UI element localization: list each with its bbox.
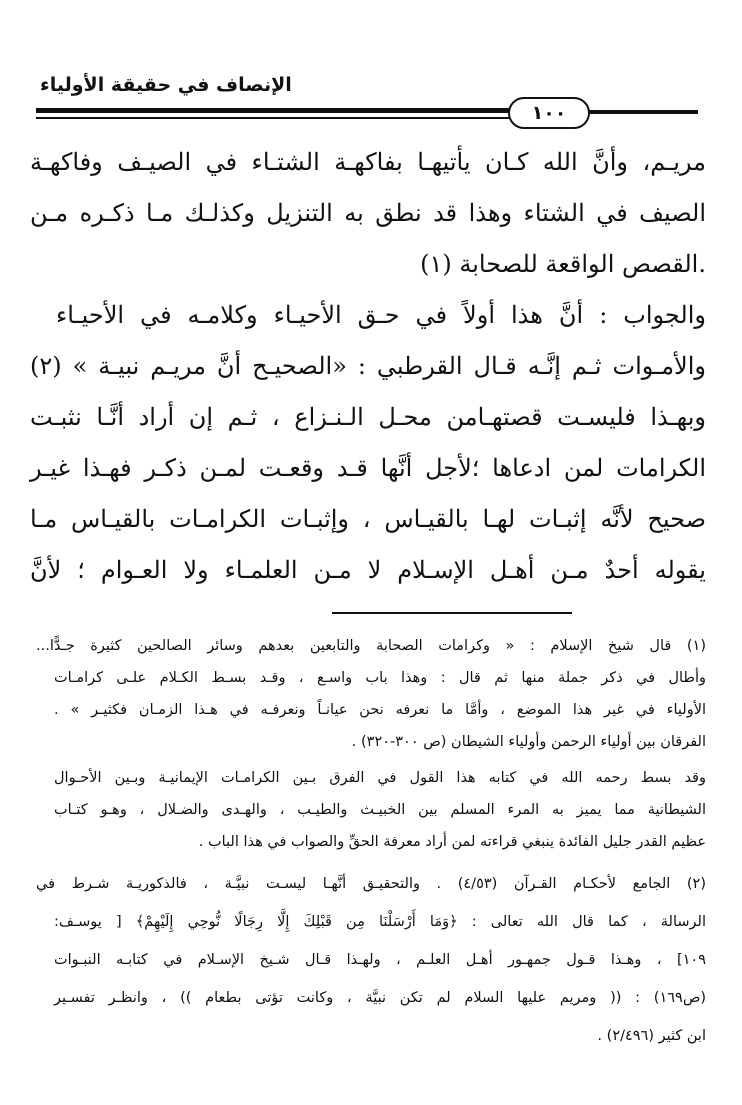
footnote-separator	[332, 612, 572, 614]
footnote-line: وقد بسط رحمه الله في كتابه هذا القول في الفرق بـين الكرامـات الإيمانيـة وبـين الأحـوال	[54, 770, 706, 786]
body-line: القصص الواقعة للصحابة (١).	[420, 250, 706, 278]
footnote-line: (٢) الجامع لأحكـام القـرآن (٤/٥٣) . والتحقيـق أنَّهـا ليسـت نبيَّـة ، فالذكوريـة شـرط في	[36, 876, 706, 892]
footnote-line: ١٠٩] ، وهـذا قـول جمهـور أهـل العلـم ، ولهـذا قـال شـيخ الإسـلام في كتابـه النبـوات	[54, 952, 706, 968]
header-rule-right	[588, 110, 698, 114]
footnote-line: الأولياء في غير هذا الموضع ، وأمَّا ما نعرفه نحن عيانـاً ونعرفـه في هـذا الزمـان فكثيـر » .	[54, 702, 706, 718]
body-line: وبهـذا فليسـت قصتهـامن محـل الـنـزاع ، ثـم إن أراد أنَّـا نثبـت	[30, 403, 706, 431]
footnote-line: وأطال في ذكر جملة منها ثم قال : وهذا باب واسـع ، وقـد بسـط الكـلام علـى كرامـات	[54, 670, 706, 686]
footnote-line: الفرقان بين أولياء الرحمن وأولياء الشيطان (ص ٣٠٠-٣٢٠) .	[351, 734, 706, 750]
header-rule-thick	[36, 108, 538, 113]
footnote-line: الرسالة ، كما قال الله تعالى : ﴿وَمَا أَرْسَلْنَا مِن قَبْلِكَ إِلَّا رِجَالًا نُّوحِي إِلَيْهِمْ﴾ [ يوسـف:	[54, 914, 706, 930]
page-number-badge	[508, 97, 590, 129]
footnote-line: ابن كثير (٢/٤٩٦) .	[597, 1028, 706, 1044]
header-rule-thin	[36, 117, 538, 119]
footnote-line: الشيطانية مما يميز به المرء المسلم بين الخبيـث والطيـب ، والهـدى والضـلال ، وهـو كتـاب	[54, 802, 706, 818]
body-line: يقوله أحدٌ مـن أهـل الإسـلام لا مـن العلمـاء ولا العـوام ؛ لأنَّ	[30, 556, 706, 584]
footnote-line: (١) قال شيخ الإسلام : « وكرامات الصحابة والتابعين بعدهم وسائر الصالحين كثيرة جـدًّا...	[36, 638, 706, 654]
footnote-line: عظيم القدر جليل الفائدة ينبغي قراءته لمن أراد معرفة الحقِّ والصواب في هذا الباب .	[198, 834, 706, 850]
page-number: ١٠٠	[531, 102, 567, 124]
body-line: مريـم، وأنَّ الله كـان يأتيهـا بفاكهـة الشتـاء في الصيـف وفاكهـة	[30, 148, 706, 176]
footnote-line: (ص١٦٩) : (( ومريم عليها السلام لم تكن نبيَّة ، وكانت تؤتى بطعام )) ، وانظـر تفسـير	[54, 990, 706, 1006]
body-line: الكرامات لمن ادعاها ؛لأجل أنَّها قـد وقعـت لمـن ذكـر فهـذا غيـر	[30, 454, 706, 482]
body-line: والأمـوات ثـم إنَّـه قـال القرطبي : «الصحيـح أنَّ مريـم نبيـة » (٢)	[30, 352, 706, 380]
body-line: الصيف في الشتاء وهذا قد نطق به التنزيل وكذلـك مـا ذكـره مـن	[30, 199, 706, 227]
running-title: الإنصاف في حقيقة الأولياء	[40, 74, 292, 96]
body-line: والجواب : أنَّ هذا أولاً في حـق الأحيـاء وكلامـه في الأحيـاء	[56, 301, 706, 329]
body-line: صحيح لأنَّه إثبـات لهـا بالقيـاس ، وإثبـات الكرامـات بالقيـاس مـا	[30, 505, 706, 533]
